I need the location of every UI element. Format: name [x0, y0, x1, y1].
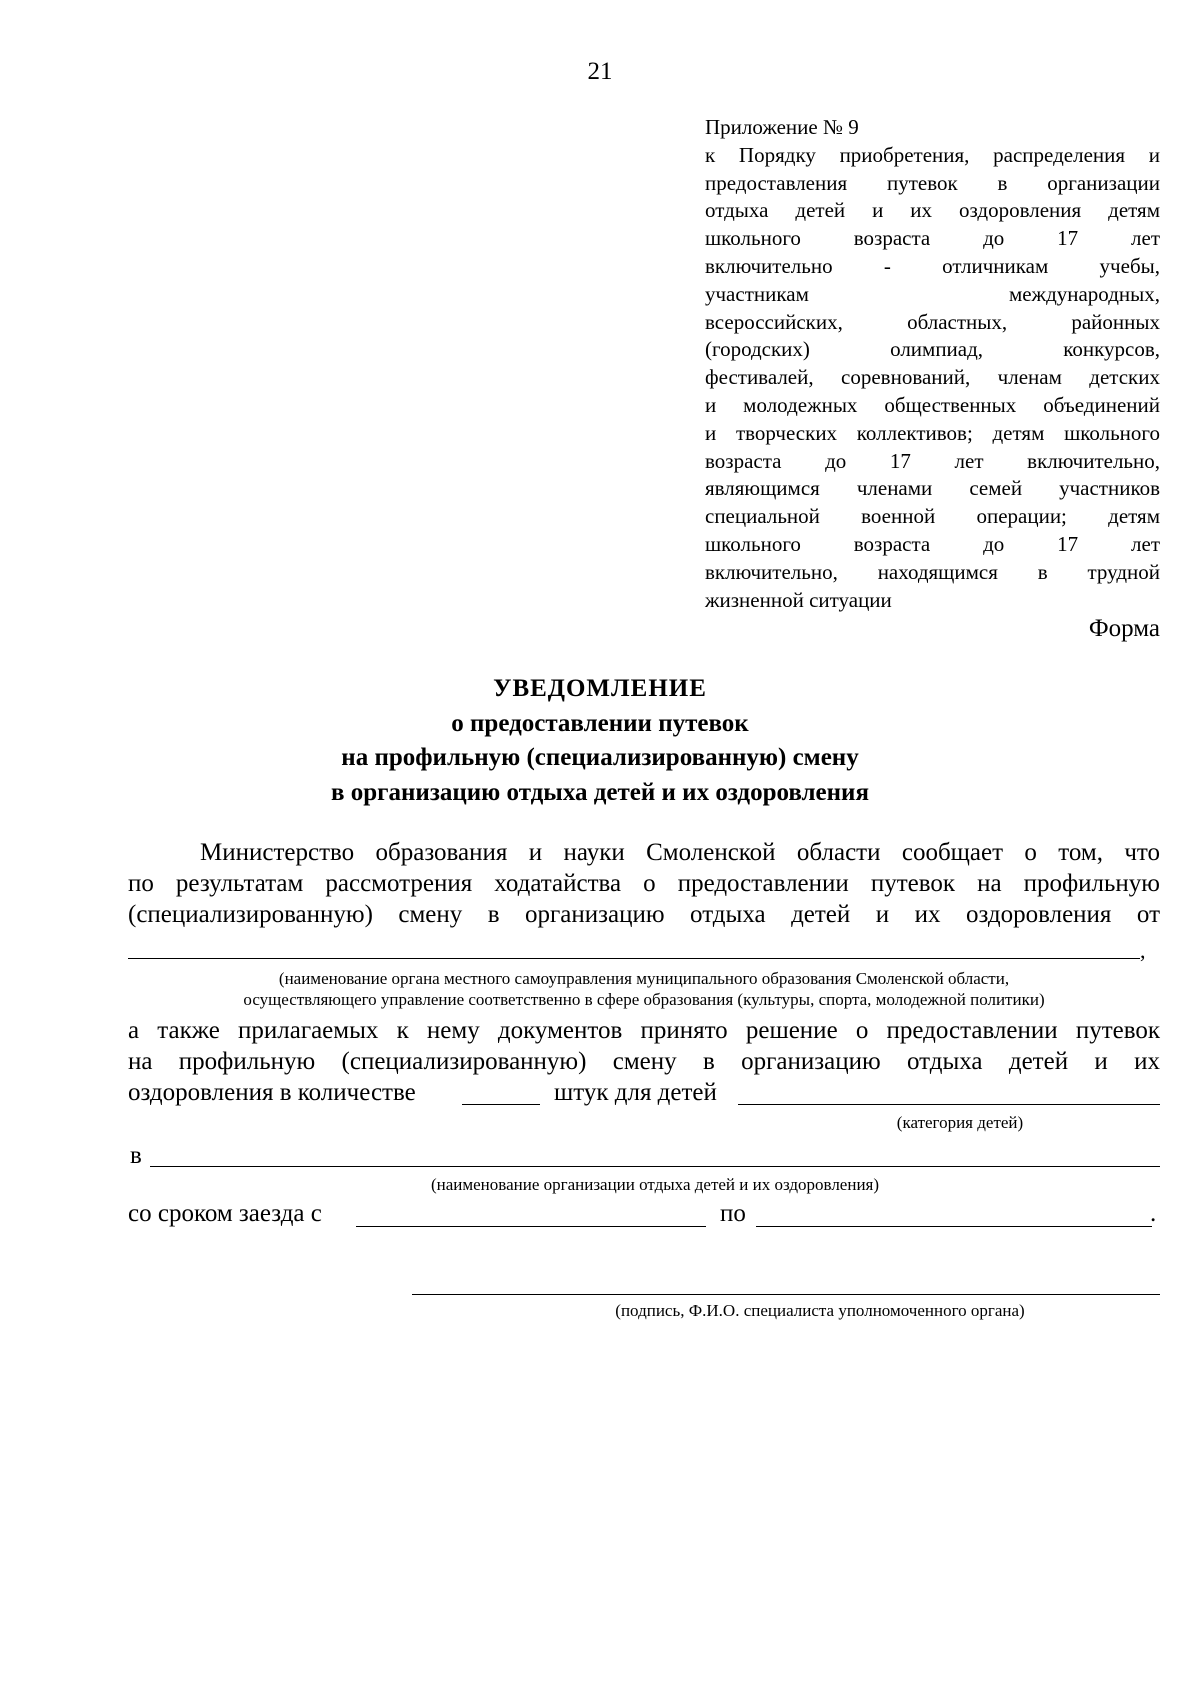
authority-hint — [128, 968, 1160, 1010]
signature-hint: (подпись, Ф.И.О. специалиста уполномоченного органа) — [615, 1301, 1025, 1320]
appendix-line: включительно - отличникам учебы, — [705, 253, 1160, 278]
term-to-label: по — [720, 1200, 746, 1227]
appendix-line: школьного возраста до 17 лет — [705, 531, 1160, 556]
term-from-label: со сроком заезда с — [128, 1200, 322, 1227]
quantity-label: оздоровления в количестве — [128, 1079, 416, 1106]
authority-hint-line: (наименование органа местного самоуправления муниципального образования Смоленской области, — [278, 969, 1010, 988]
appendix-line: отдыха детей и их оздоровления детям — [705, 198, 1160, 223]
notification-paragraph-2 — [128, 1015, 1160, 1077]
appendix-line: всероссийских, областных, районных — [705, 309, 1160, 334]
appendix-line: участникам международных, — [705, 281, 1160, 306]
period: . — [1150, 1200, 1157, 1227]
organization-field[interactable] — [150, 1166, 1160, 1167]
title-subline: в организацию отдыха детей и их оздоровления — [331, 778, 869, 806]
organization-hint: (наименование организации отдыха детей и их оздоровления) — [430, 1175, 880, 1194]
notification-paragraph-1 — [128, 837, 1160, 930]
appendix-reference — [705, 114, 1160, 614]
title-subline: о предоставлении путевок — [451, 709, 749, 737]
appendix-line: к Порядку приобретения, распределения и — [705, 142, 1160, 167]
appendix-line: включительно, находящимся в трудной — [705, 559, 1160, 584]
appendix-line: являющимся членами семей участников — [705, 476, 1160, 501]
body-line: а также прилагаемых к нему документов принято решение о предоставлении путевок — [128, 1017, 1160, 1044]
appendix-line: специальной военной операции; детям — [705, 504, 1160, 529]
organization-prefix: в — [130, 1142, 142, 1169]
appendix-line: Приложение № 9 — [705, 115, 859, 139]
term-to-field[interactable] — [756, 1226, 1152, 1227]
title-heading: УВЕДОМЛЕНИЕ — [493, 675, 707, 702]
appendix-line: (городских) олимпиад, конкурсов, — [705, 337, 1160, 362]
appendix-line: предоставления путевок в организации — [705, 170, 1160, 195]
appendix-line: фестивалей, соревнований, членам детских — [705, 365, 1160, 390]
appendix-line: и творческих коллективов; детям школьного — [705, 420, 1160, 445]
category-hint: (категория детей) — [896, 1113, 1024, 1132]
body-line: (специализированную) смену в организацию отдыха детей и их оздоровления от — [128, 901, 1160, 928]
appendix-line: школьного возраста до 17 лет — [705, 226, 1160, 251]
term-from-field[interactable] — [356, 1226, 706, 1227]
quantity-field[interactable] — [462, 1104, 540, 1105]
appendix-line: возраста до 17 лет включительно, — [705, 448, 1160, 473]
category-label: штук для детей — [554, 1079, 717, 1106]
appendix-line: и молодежных общественных объединений — [705, 392, 1160, 417]
title-subline: на профильную (специализированную) смену — [341, 744, 859, 771]
appendix-line: жизненной ситуации — [705, 587, 892, 612]
authority-hint-line: осуществляющего управление соответственно в сфере образования (культуры, спорта, молодежной политики) — [243, 990, 1045, 1009]
form-label: Форма — [1088, 615, 1160, 642]
body-line: по результатам рассмотрения ходатайства о предоставлении путевок на профильную — [128, 870, 1160, 897]
comma: , — [1140, 938, 1146, 963]
body-line: на профильную (специализированную) смену в организацию отдыха детей и их — [128, 1048, 1160, 1075]
category-field[interactable] — [738, 1104, 1160, 1105]
page-number: 21 — [587, 58, 613, 85]
document-title — [0, 672, 1200, 810]
authority-name-field[interactable] — [128, 958, 1140, 959]
signature-field[interactable] — [412, 1294, 1160, 1295]
body-line: Министерство образования и науки Смоленской области сообщает о том, что — [200, 839, 1160, 866]
